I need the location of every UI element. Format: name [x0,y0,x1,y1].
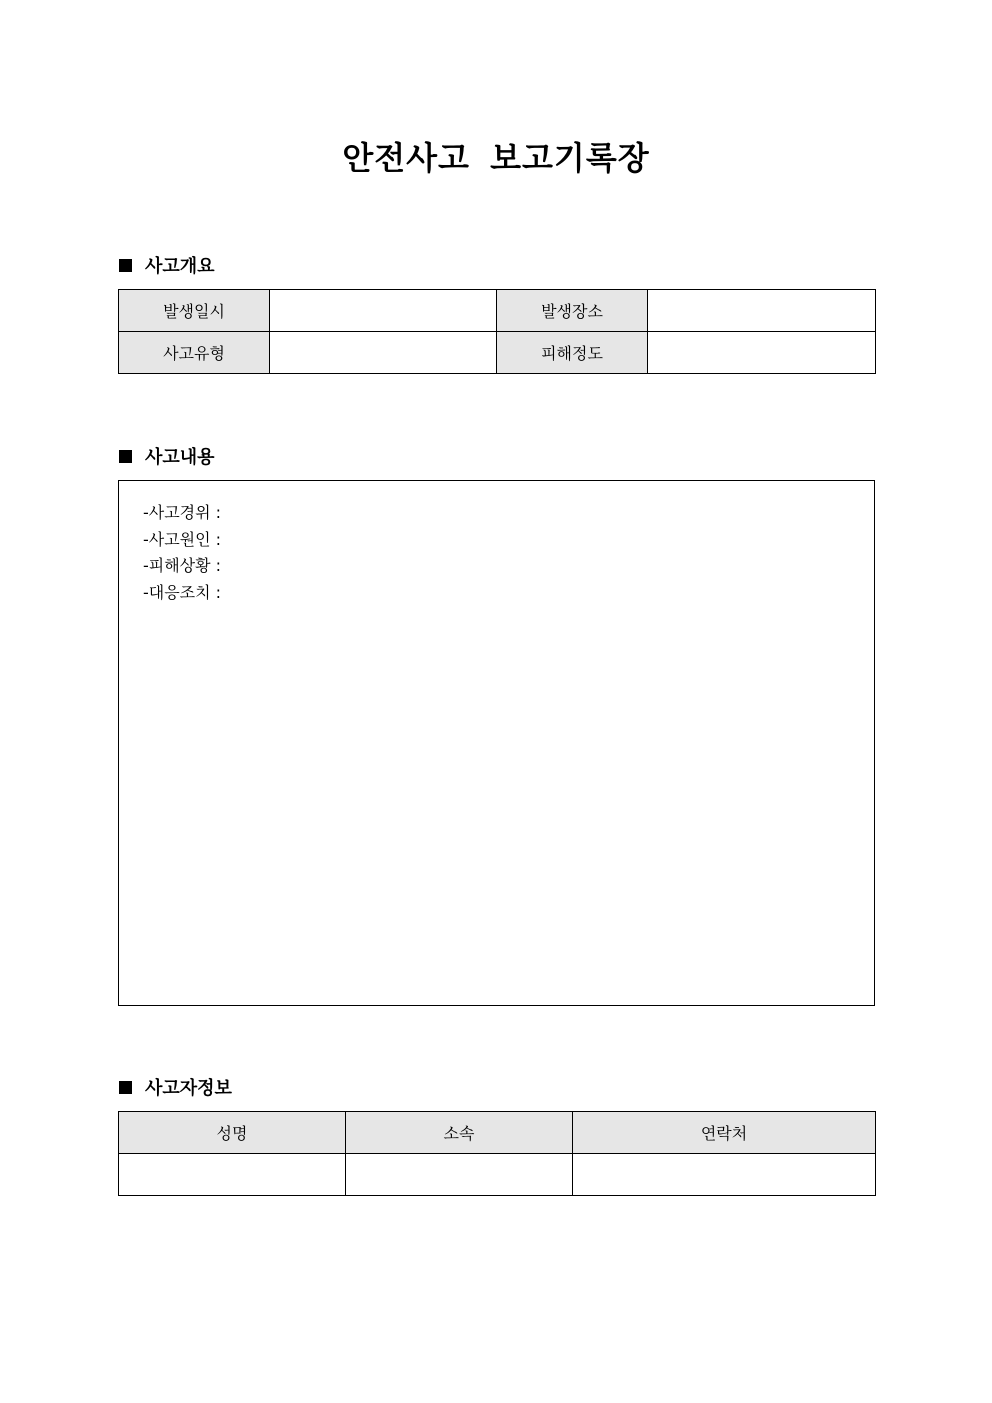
accident-type-field[interactable] [270,332,497,374]
section-heading-label: 사고개요 [145,256,215,277]
list-item [143,553,221,580]
accident-details-box[interactable] [118,480,875,1006]
details-item-label: -사고경위 : [143,503,222,522]
label-occurrence-datetime: 발생일시 [119,290,270,332]
column-header-affiliation: 소속 [346,1112,573,1154]
name-field[interactable] [119,1154,346,1196]
list-item [143,500,221,527]
person-table [118,1111,876,1196]
section-heading-label: 사고자정보 [145,1078,232,1099]
table-row [119,1154,876,1196]
label-accident-type: 사고유형 [119,332,270,374]
table-row [119,332,876,374]
section-heading-details [119,444,215,468]
details-list [143,500,221,606]
occurrence-place-field[interactable] [648,290,876,332]
occurrence-datetime-field[interactable] [270,290,497,332]
details-item-label: -대응조치 : [143,582,222,602]
damage-level-field[interactable] [648,332,876,374]
overview-table [118,289,876,374]
black-square-icon [119,450,132,463]
contact-field[interactable] [573,1154,876,1196]
table-header-row [119,1112,876,1154]
column-header-name: 성명 [119,1112,346,1154]
black-square-icon [119,1081,132,1094]
section-heading-overview [119,253,215,277]
details-item-label: -피해상황 : [143,556,222,575]
details-item-label: -사고원인 : [143,529,222,549]
column-header-contact: 연락처 [573,1112,876,1154]
list-item [143,580,221,607]
label-damage-level: 피해정도 [497,332,648,374]
section-heading-label: 사고내용 [145,447,215,468]
black-square-icon [119,259,132,272]
list-item [143,527,221,554]
affiliation-field[interactable] [346,1154,573,1196]
table-row [119,290,876,332]
page-title: 안전사고 보고기록장 [342,139,650,177]
label-occurrence-place: 발생장소 [497,290,648,332]
section-heading-person [119,1075,232,1099]
